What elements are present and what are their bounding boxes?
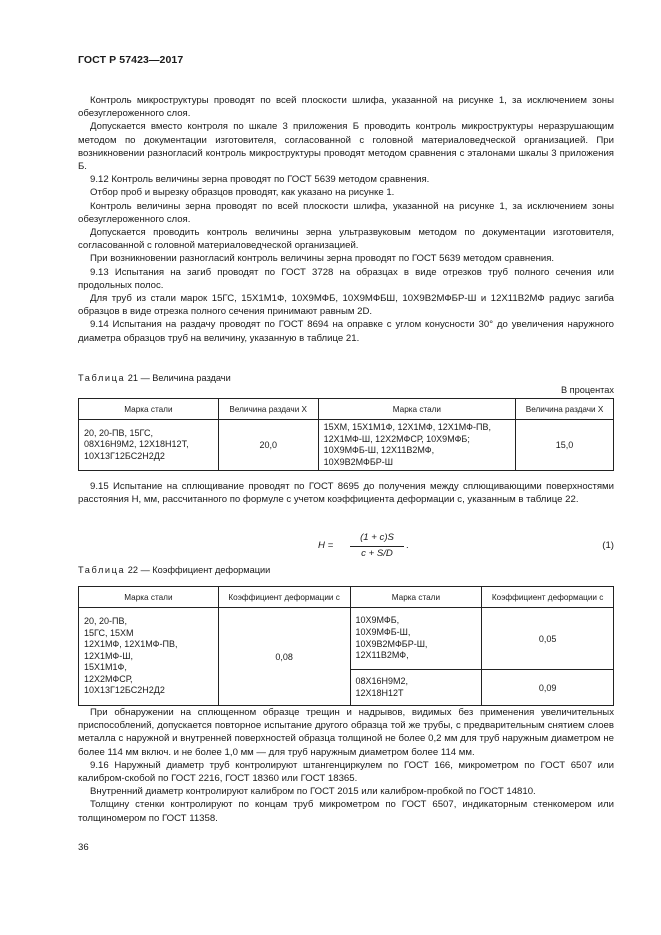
table21-cell-grades: 15ХМ, 15Х1М1Ф, 12Х1МФ, 12Х1МФ-ПВ, 12Х1МФ-Ш, 12Х2МФСР, 10Х9МФБ; 10Х9МФБ-Ш, 12Х11В2МФ, 10Х9В2МФБР-Ш	[318, 420, 516, 471]
formula-number: (1)	[602, 540, 614, 551]
formula-1	[300, 532, 620, 562]
paragraph: При возникновении разногласий контроль величины зерна проводят по ГОСТ 5639 методом сравнения.	[90, 253, 555, 265]
formula-numerator: (1 + c)S	[360, 532, 394, 543]
paragraph: Внутренний диаметр контролируют калибром по ГОСТ 2015 или калибром-пробкой по ГОСТ 14810.	[90, 786, 536, 798]
document-header: ГОСТ Р 57423—2017	[78, 54, 184, 66]
paragraph: Для труб из стали марок 15ГС, 15Х1М1Ф, 10Х9МФБ, 10Х9МФБШ, 10Х9В2МФБР-Ш и 12Х11В2МФ радиус загиба образцов в виде отрезка полного сечения принимают равным 2D.	[78, 293, 614, 318]
table21-cell-value: 20,0	[218, 420, 318, 471]
table-21	[78, 398, 614, 471]
page-number: 36	[78, 842, 89, 853]
paragraph: 9.16 Наружный диаметр труб контролируют штангенциркулем по ГОСТ 166, микрометром по ГОСТ 6507 или калибром-скобой по ГОСТ 2216, ГОСТ 18360 или ГОСТ 18365.	[78, 759, 614, 785]
table21-header-grade: Марка стали	[318, 399, 516, 420]
paragraph: Допускается проводить контроль величины зерна ультразвуковым методом по документации изготовителя, согласованной с головной материаловедческой организацией.	[78, 227, 614, 252]
table22-header-coef: Коэффициент деформации c	[482, 587, 614, 608]
table22-cell-value: 0,05	[482, 608, 614, 670]
table21-caption-word: Таблица	[78, 373, 126, 383]
table22-cell-grades: 20, 20-ПВ, 15ГС, 15ХМ 12Х1МФ, 12Х1МФ-ПВ, 12Х1МФ-Ш, 15Х1М1Ф, 12Х2МФСР, 10Х13Г12БС2Н2Д2	[79, 608, 219, 706]
table22-cell-value: 0,08	[218, 608, 350, 706]
table21-cell-value: 15,0	[516, 420, 614, 471]
table-22	[78, 586, 614, 706]
table22-cell-value: 0,09	[482, 670, 614, 706]
paragraph: Контроль микроструктуры проводят по всей плоскости шлифа, указанной на рисунке 1, за исключением зоны обезуглероженного слоя.	[78, 95, 614, 120]
paragraph: Отбор проб и вырезку образцов проводят, как указано на рисунке 1.	[90, 187, 395, 199]
table22-caption-word: Таблица	[78, 565, 126, 575]
table22-header-grade: Марка стали	[350, 587, 482, 608]
formula-denominator: c + S/D	[361, 548, 393, 559]
text-block-bottom	[78, 706, 614, 825]
paragraph: Допускается вместо контроля по шкале 3 приложения Б проводить контроль микроструктуры неразрушающим методом по документации изготовителя, согласованной с головной материаловедческой организацией. При возникновении разногласий контроль микроструктуры проводят методом сравнения с эталонами шкалы 3 приложения Б.	[78, 121, 614, 173]
formula-dot: .	[406, 540, 409, 551]
text-block-915	[78, 480, 614, 506]
table21-unit-note: В процентах	[560, 385, 614, 395]
formula-lhs: H =	[318, 540, 334, 551]
table22-caption-text: 22 — Коэффициент деформации	[127, 565, 271, 575]
paragraph: Толщину стенки контролируют по концам труб микрометром по ГОСТ 6507, индикаторным стенкомером или толщиномером по ГОСТ 11358.	[78, 799, 614, 824]
paragraph: 9.14 Испытания на раздачу проводят по ГОСТ 8694 на оправке с углом конусности 30° до увеличения наружного диаметра образцов труб на величину, указанную в таблице 21.	[78, 319, 614, 344]
paragraph: 9.12 Контроль величины зерна проводят по ГОСТ 5639 методом сравнения.	[90, 174, 430, 186]
table21-caption-text: 21 — Величина раздачи	[127, 373, 231, 383]
table22-header-coef: Коэффициент деформации c	[218, 587, 350, 608]
table21-header-grade: Марка стали	[79, 399, 219, 420]
table22-header-grade: Марка стали	[79, 587, 219, 608]
paragraph: При обнаружении на сплющенном образце трещин и надрывов, видимых без применения увеличительных приспособлений, допускается повторное испытание другого образца той же трубы, с предварительным снятием слоев металла с наружной и внутренней поверхностей образца толщиной не более 0,2 мм для труб наружным диаметром не более 114 мм включ. и не более 1,0 мм — для труб наружным диаметром более 114 мм.	[78, 707, 614, 758]
table22-cell-grades: 08Х16Н9М2, 12Х18Н12Т	[350, 670, 482, 706]
table21-cell-grades: 20, 20-ПВ, 15ГС, 08Х16Н9М2, 12Х18Н12Т, 10Х13Г12БС2Н2Д2	[79, 420, 219, 471]
table21-header-value: Величина раздачи X	[516, 399, 614, 420]
paragraph: Контроль величины зерна проводят по всей плоскости шлифа, указанной на рисунке 1, за исключением зоны обезуглероженного слоя.	[78, 200, 614, 225]
table22-cell-grades: 10Х9МФБ, 10Х9МФБ-Ш, 10Х9В2МФБР-Ш, 12Х11В2МФ,	[350, 608, 482, 670]
table21-caption	[78, 373, 231, 383]
table22-caption	[78, 565, 270, 575]
text-block-top	[78, 94, 614, 345]
paragraph: 9.15 Испытание на сплющивание проводят по ГОСТ 8695 до получения между сплющивающими поверхностями расстояния H, мм, рассчитанного по формуле с учетом коэффициента деформации c, указанным в таблице 22.	[78, 481, 614, 506]
paragraph: 9.13 Испытания на загиб проводят по ГОСТ 3728 на образцах в виде отрезков труб полного сечения или продольных полос.	[78, 266, 614, 291]
table21-header-value: Величина раздачи X	[218, 399, 318, 420]
fraction-bar	[350, 546, 404, 547]
